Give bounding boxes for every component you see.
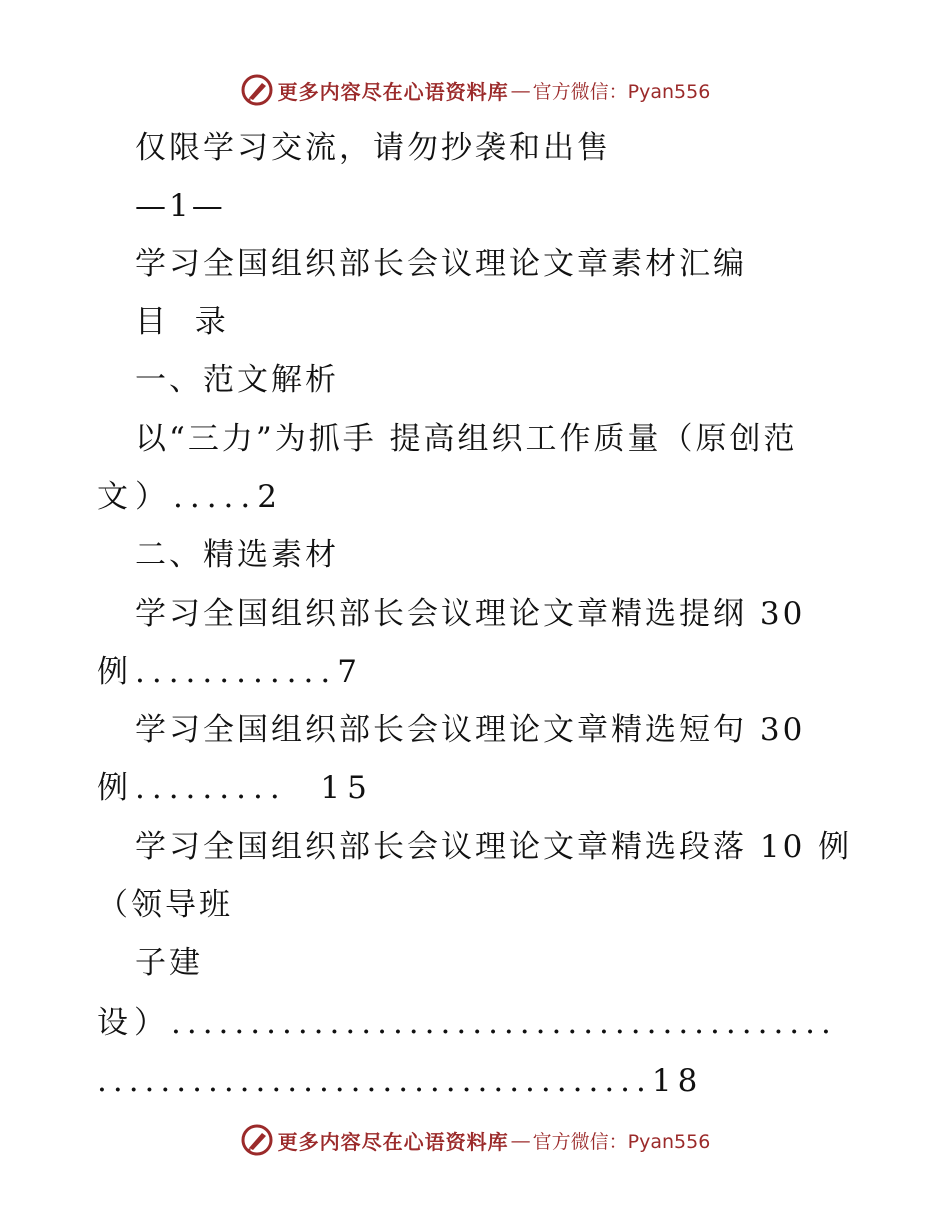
section-heading-2: 二、精选素材 [135,537,339,573]
toc-item-4-line-2: （领导班 [97,887,233,923]
footer-watermark-banner [0,1120,950,1160]
toc-item-3-line-1: 学习全国组织部长会议理论文章精选短句 30 [135,712,806,748]
banner-separator: — [510,78,531,102]
page-marker: —1— [135,188,226,224]
toc-heading: 目 录 [135,304,229,340]
toc-item-4-line-5: ...................................18 [97,1063,704,1099]
banner-text: 更多内容尽在心语资料库 [277,79,509,104]
toc-item-2-line-2: 例............7 [97,654,364,690]
banner-wechat: 官方微信：Pyan556 [532,1130,711,1153]
banner-separator: — [510,1128,531,1152]
toc-item-4-line-1: 学习全国组织部长会议理论文章精选段落 10 例 [135,829,853,865]
toc-item-4-line-3: 子建 [135,945,203,981]
section-heading-1: 一、范文解析 [135,362,339,398]
notice-line: 仅限学习交流，请勿抄袭和出售 [135,130,611,166]
toc-item-2-line-1: 学习全国组织部长会议理论文章精选提纲 30 [135,596,806,632]
pen-circle-logo-icon [240,73,274,107]
document-title: 学习全国组织部长会议理论文章素材汇编 [135,246,747,282]
banner-text: 更多内容尽在心语资料库 [277,1129,509,1154]
toc-item-3-line-2: 例......... 15 [97,770,374,806]
header-watermark-banner [0,70,950,110]
toc-item-1-line-2: 文）.....2 [97,479,284,515]
banner-wechat: 官方微信：Pyan556 [532,80,711,103]
pen-circle-logo-icon [240,1123,274,1157]
toc-item-1-line-1: 以“三力”为抓手 提高组织工作质量（原创范 [135,421,798,457]
toc-item-4-line-4: 设）.......................................... [97,1005,837,1041]
